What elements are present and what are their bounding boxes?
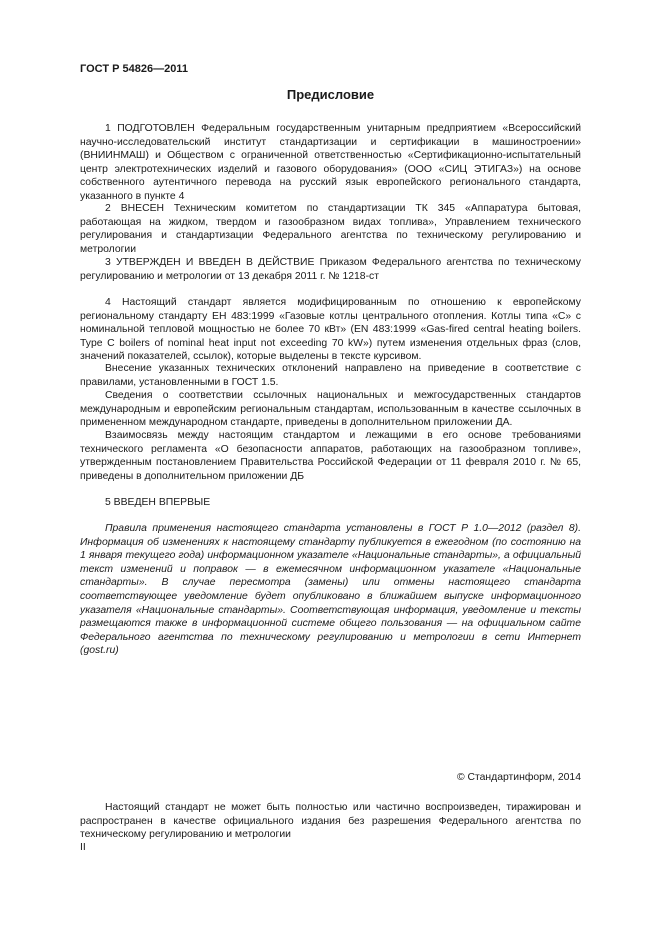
page-number: II: [80, 842, 86, 853]
item-4-lead: 4: [105, 297, 111, 308]
item-1: [80, 122, 581, 204]
paragraph-references: Сведения о соответствии ссылочных национальных и межгосударственных стандартов международным и европейским региональным стандартам, использованным в качестве ссылочных в примененном международном стандарте, приведены в дополнительном приложении ДА.: [80, 390, 581, 429]
item-3-text: Приказом Федерального агентства по техническому регулированию и метрологии от 13 декабря 2011 г. № 1218-ст: [80, 257, 581, 282]
copyright: © Стандартинформ, 2014: [456, 772, 581, 783]
italic-notice: Правила применения настоящего стандарта установлены в ГОСТ Р 1.0—2012 (раздел 8). Информация об изменениях к настоящему стандарту публикуется в ежегодном (по состоянию на 1 января текущего года) информационном указателе «Национальные стандарты», а официальный текст изменений и поправок — в ежемесячном информационном указателе «Национальные стандарты». В случае пересмотра (замены) или отмены настоящего стандарта соответствующее уведомление будет опубликовано в ближайшем выпуске информационного указателя «Национальные стандарты». Соответствующая информация, уведомление и тексты размещаются также в информационной системе общего пользования — на официальном сайте Федерального агентства по техническому регулированию и метрологии в сети Интернет (gost.ru): [80, 523, 581, 657]
item-2: [80, 202, 581, 256]
item-2-text: Техническим комитетом по стандартизации ТК 345 «Аппаратура бытовая, работающая на жидком, твердом и газообразном видах топлива», Управлением технического регулирования и стандартизации Федерального агентства по техническому регулированию и метрологии: [80, 203, 582, 255]
paragraph-deviations: Внесение указанных технических отклонений направлено на приведение в соответствие с правилами, установленными в ГОСТ 1.5.: [80, 363, 581, 388]
item-1-lead: 1 ПОДГОТОВЛЕН: [105, 123, 195, 134]
item-1-text: Федеральным государственным унитарным предприятием «Всероссийский научно-исследовательский институт стандартизации и сертификации в машиностроении» (ВНИИНМАШ) и Обществом с ограниченной ответственностью «Сертификационно-испытательный центр электротехнических изделий и газового оборудования» (ООО «СИЦ ЭТИГАЗ») на основе собственного аутентичного перевода на русский язык европейского регионального стандарта, указанного в пункте 4: [80, 123, 581, 202]
reproduction-notice: Настоящий стандарт не может быть полностью или частично воспроизведен, тиражирован и распространен в качестве официального издания без разрешения Федерального агентства по техническому регулированию и метрологии: [80, 802, 581, 841]
item-4: [80, 296, 581, 364]
item-5: 5 ВВЕДЕН ВПЕРВЫЕ: [105, 497, 211, 508]
item-2-lead: 2 ВНЕСЕН: [105, 203, 165, 214]
item-4-text: Настоящий стандарт является модифицированным по отношению к европейскому региональному стандарту ЕН 483:1999 «Газовые котлы центрального отопления. Котлы типа «С» с номинальной тепловой мощностью не более 70 кВт» (EN 483:1999 «Gas-fired central heating boilers. Type C boilers of nominal heat input not exceeding 70 kW») путем изменения отдельных фраз (слов, значений показателей, ссылок), которые выделены в тексте курсивом.: [80, 297, 581, 363]
paragraph-regulation: Взаимосвязь между настоящим стандартом и лежащими в его основе требованиями технического регламента «О безопасности аппаратов, работающих на газообразном топливе», утвержденным постановлением Правительства Российской Федерации от 11 февраля 2010 г. № 65, приведены в дополнительном приложении ДБ: [80, 430, 581, 482]
page-title: Предисловие: [286, 87, 375, 102]
document-code: ГОСТ Р 54826—2011: [80, 63, 188, 75]
item-3: [80, 256, 581, 283]
item-3-lead: 3 УТВЕРЖДЕН И ВВЕДЕН В ДЕЙСТВИЕ: [105, 257, 315, 268]
